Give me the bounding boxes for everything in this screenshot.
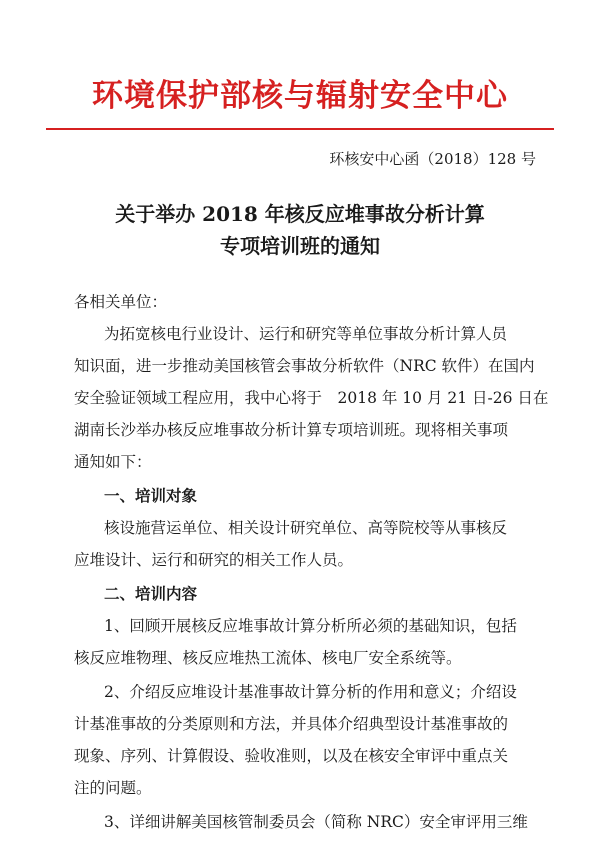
intro-line: 湖南长沙举办核反应堆事故分析计算专项培训班。现将相关事项 — [74, 421, 509, 439]
section2-item2-line: 现象、序列、计算假设、验收准则，以及在核安全审评中重点关 — [74, 747, 509, 765]
intro-line: 为拓宽核电行业设计、运行和研究等单位事故分析计算人员 — [104, 325, 508, 343]
section2-item1-line: 核反应堆物理、核反应堆热工流体、核电厂安全系统等。 — [74, 649, 462, 667]
section2-item2-line: 计基准事故的分类原则和方法，并具体介绍典型设计基准事故的 — [74, 715, 509, 733]
title-line-2: 专项培训班的通知 — [220, 234, 380, 258]
section1-line: 核设施营运单位、相关设计研究单位、高等院校等从事核反 — [104, 519, 508, 537]
intro-line: 通知如下： — [74, 453, 152, 471]
section2-item3-line: 3、详细讲解美国核管制委员会（简称 NRC）安全审评用三维 — [104, 813, 528, 831]
intro-line: 安全验证领域工程应用，我中心将于 2018 年 10 月 21 日-26 日在 — [74, 389, 549, 407]
section1-line: 应堆设计、运行和研究的相关工作人员。 — [74, 551, 354, 569]
salutation: 各相关单位： — [74, 293, 168, 311]
organization-header: 环境保护部核与辐射安全中心 — [92, 78, 508, 114]
intro-line: 知识面，进一步推动美国核管会事故分析软件（NRC 软件）在国内 — [74, 357, 535, 375]
section2-item2-line: 注的问题。 — [74, 779, 152, 797]
document-number: 环核安中心函（2018）128 号 — [329, 150, 536, 168]
title-line-1: 关于举办 2018 年核反应堆事故分析计算 — [115, 202, 485, 226]
red-divider — [46, 128, 554, 130]
section2-item2-line: 2、介绍反应堆设计基准事故计算分析的作用和意义；介绍设 — [104, 683, 517, 701]
section-heading-1: 一、培训对象 — [104, 486, 198, 505]
section2-item1-line: 1、回顾开展核反应堆事故计算分析所必须的基础知识，包括 — [104, 617, 517, 635]
section-heading-2: 二、培训内容 — [104, 584, 198, 603]
